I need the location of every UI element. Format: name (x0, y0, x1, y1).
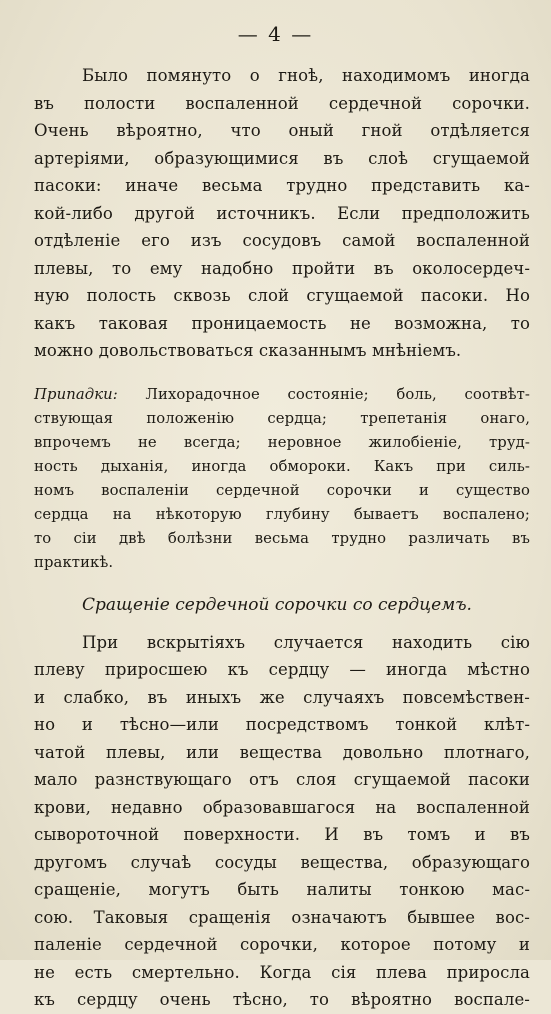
text-line: въ полости воспаленной сердечной сорочки. (34, 93, 530, 113)
text-line: къ сердцу очень тѣсно, то вѣроятно воспале- (34, 990, 530, 1009)
text-line: кой-либо другой источникъ. Если предположить (34, 203, 530, 223)
text-line: можно довольствоваться сказаннымъ мнѣніемъ. (34, 341, 462, 360)
text-line (34, 383, 530, 407)
text-line: номъ воспаленіи сердечной сорочки и существо (34, 481, 530, 499)
page-text (34, 62, 530, 1014)
text-line: другомъ случаѣ сосуды вещества, образующаго (34, 852, 530, 872)
symptoms-lead: Припадки: (34, 385, 118, 403)
text-line: мало разнствующаго отъ слоя сгущаемой пасоки (34, 770, 530, 789)
text-line: какъ таковая проницаемость не возможна, то (34, 313, 530, 333)
text-line: чатой плевы, или вещества довольно плотнаго, (34, 742, 530, 762)
text-line: то сіи двѣ болѣзни весьма трудно различать въ (34, 529, 530, 547)
text-line: практикѣ. (34, 553, 114, 571)
text-line: пасоки: иначе весьма трудно представить ка- (34, 176, 530, 195)
paragraph-2 (34, 383, 530, 575)
text-line: сердца на нѣкоторую глубину бываетъ воспалено; (34, 505, 530, 523)
text-line: плевы, то ему надобно пройти въ околосердеч- (34, 258, 530, 278)
text-line: При вскрытіяхъ случается находить сію (82, 632, 530, 652)
text-line: Было помянуто о гноѣ, находимомъ иногда (82, 66, 530, 85)
text-line: сращеніе, могутъ быть налиты тонкою мас- (34, 880, 530, 899)
text-line: ствующая положенію сердца; трепетанія онаго, (34, 409, 530, 427)
section-heading: Сращеніе сердечной сорочки со сердцемъ. (82, 594, 472, 615)
paragraph-3 (34, 629, 530, 1014)
text-line: ную полость сквозь слой сгущаемой пасоки. Но (34, 286, 530, 305)
text-line: крови, недавно образовавшагося на воспаленной (34, 797, 530, 817)
text-line: сою. Таковыя сращенія означаютъ бывшее вос- (34, 907, 530, 927)
text-line: и слабко, въ иныхъ же случаяхъ повсемѣствен- (34, 687, 530, 707)
text-line: плеву приросшею къ сердцу — иногда мѣстно (34, 660, 530, 679)
text-line: Очень вѣроятно, что оный гной отдѣляется (34, 121, 530, 140)
page-number: — 4 — (237, 22, 314, 46)
text-line: паленіе сердечной сорочки, которое потому и (34, 935, 530, 954)
text-line: но и тѣсно—или посредствомъ тонкой клѣт- (34, 715, 530, 734)
paragraph-1 (34, 62, 530, 365)
text-line: артеріями, образующимися въ слоѣ сгущаемой (34, 148, 530, 168)
text-line-rest: Лихорадочное состояніе; боль, соотвѣт- (117, 385, 530, 403)
text-line: впрочемъ не всегда; неровное жилобіеніе, труд- (34, 433, 530, 451)
text-line: не есть смертельно. Когда сія плева приросла (34, 962, 530, 982)
text-line: отдѣленіе его изъ сосудовъ самой воспаленной (34, 231, 530, 250)
text-line: сывороточной поверхности. И въ томъ и въ (34, 825, 530, 844)
text-line: ность дыханія, иногда обмороки. Какъ при силь- (34, 457, 530, 475)
